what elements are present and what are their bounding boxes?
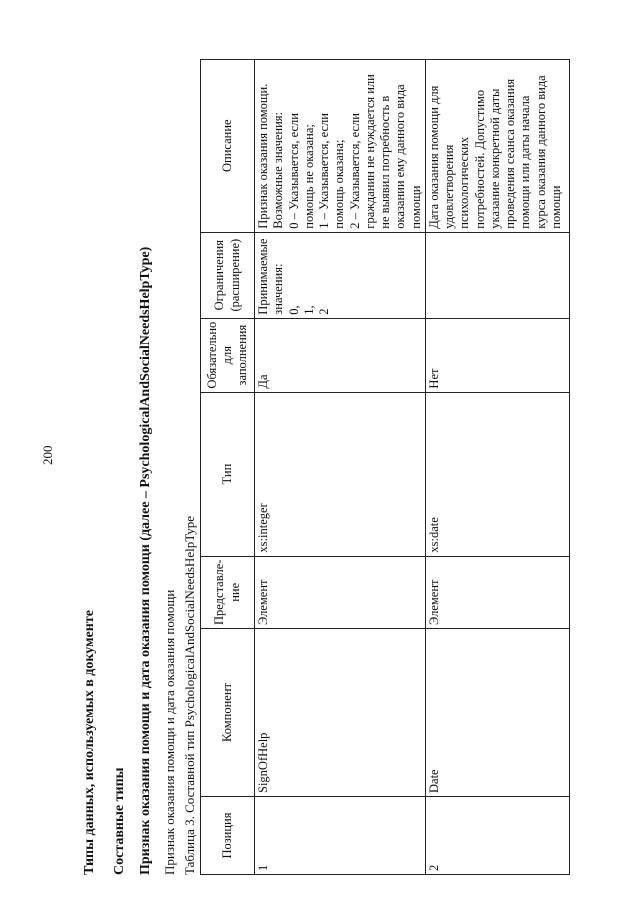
cell-component: Date <box>425 629 569 797</box>
composite-type-table <box>200 59 570 875</box>
header-type: Тип <box>201 392 255 556</box>
header-component: Компонент <box>201 629 255 797</box>
page-number: 200 <box>40 445 55 465</box>
cell-limits <box>425 232 569 318</box>
cell-position: 1 <box>255 797 426 875</box>
table-row <box>255 59 426 874</box>
intro-text: Признак оказания помощи и дата оказания помощи <box>162 589 177 875</box>
table-header-row <box>201 59 255 874</box>
header-description: Описание <box>201 59 255 232</box>
cell-type: xs:date <box>425 392 569 556</box>
header-representation: Представле- ние <box>201 556 255 628</box>
section-heading-composite: Составные типы <box>112 767 127 875</box>
table-caption: Таблица 3. Составной тип PsychologicalAndSocialNeedsHelpType <box>182 516 197 875</box>
header-limits: Ограничения (расширение) <box>201 232 255 318</box>
header-position: Позиция <box>201 797 255 875</box>
cell-description: Признак оказания помощи. Возможные значения: 0 – Указывается, если помощь не оказана; 1 – Указывается, если помощь оказана; 2 – Указывается, если гражданин не нуждается или не выявил потребность в оказании ему данного вида помощи <box>255 59 426 232</box>
section-heading-types: Типы данных, используемых в документе <box>82 610 97 875</box>
cell-representation: Элемент <box>255 556 426 628</box>
cell-required: Нет <box>425 318 569 392</box>
cell-required: Да <box>255 318 426 392</box>
cell-type: xs:integer <box>255 392 426 556</box>
cell-component: SignOfHelp <box>255 629 426 797</box>
section-heading-struct: Признак оказания помощи и дата оказания помощи (далее – PsychologicalAndSocialNeedsHelpType) <box>138 246 153 875</box>
header-required: Обязательно для заполнения <box>201 318 255 392</box>
table-row <box>425 59 569 874</box>
cell-representation: Элемент <box>425 556 569 628</box>
cell-description: Дата оказания помощи для удовлетворения психологических потребностей. Допустимо указание конкретной даты проведения сеанса оказания помощи или даты начала курса оказания данного вида помощи <box>425 59 569 232</box>
cell-limits: Принимаемые значения: 0, 1, 2 <box>255 232 426 318</box>
cell-position: 2 <box>425 797 569 875</box>
